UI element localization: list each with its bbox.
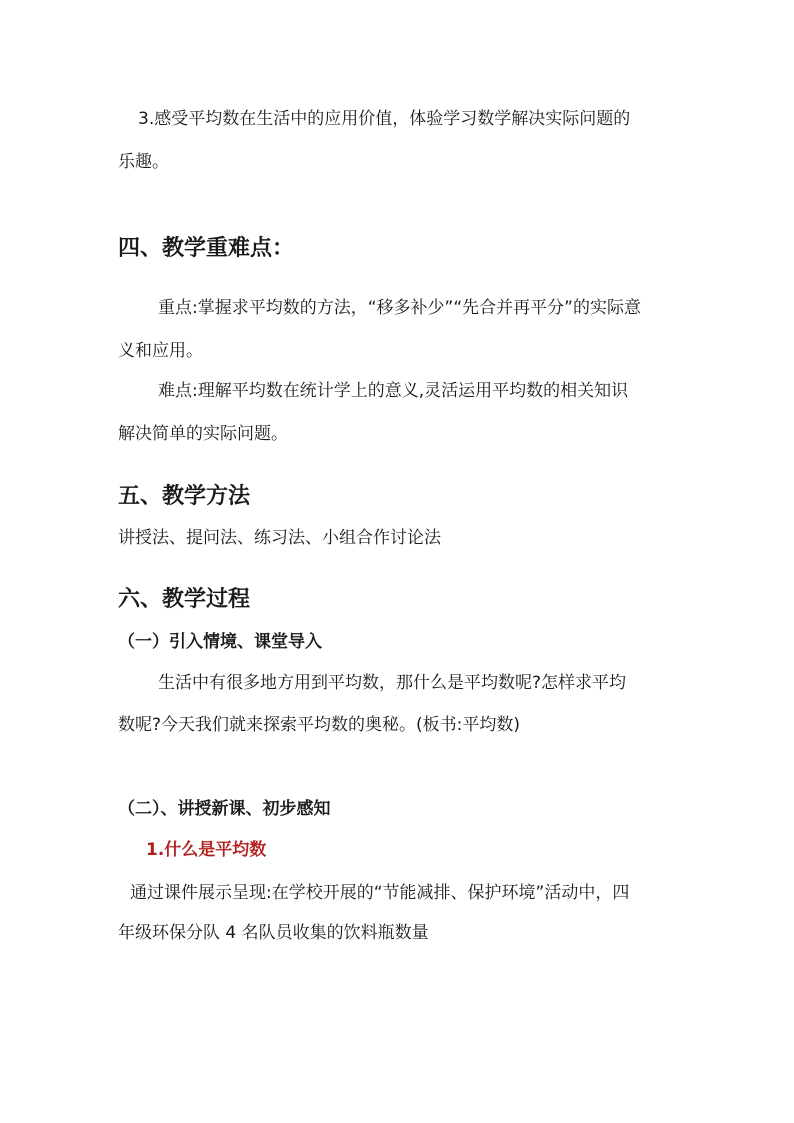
subsection-1-title: （一）引入情境、课堂导入	[118, 632, 322, 652]
difficulty-line-2: 解决简单的实际问题。	[118, 424, 288, 444]
courseware-line-2: 年级环保分队 4 名队员收集的饮料瓶数量	[118, 923, 429, 943]
courseware-line-1: 通过课件展示呈现:在学校开展的“节能减排、保护环境”活动中，四	[130, 883, 630, 903]
key-point-line-2: 义和应用。	[118, 341, 203, 361]
key-point-line-1: 重点:掌握求平均数的方法，“移多补少”“先合并再平分”的实际意	[158, 298, 641, 318]
teaching-methods: 讲授法、提问法、练习法、小组合作讨论法	[118, 528, 441, 548]
goal-3-line-2: 乐趣。	[118, 152, 169, 172]
goal-3-line-1: 3.感受平均数在生活中的应用价值，体验学习数学解决实际问题的	[138, 109, 631, 129]
intro-line-1: 生活中有很多地方用到平均数，那什么是平均数呢?怎样求平均	[158, 673, 627, 693]
section-4-title: 四、教学重难点：	[118, 236, 295, 261]
section-6-title: 六、教学过程	[118, 587, 251, 612]
section-5-title: 五、教学方法	[118, 484, 251, 509]
intro-line-2: 数呢?今天我们就来探索平均数的奥秘。(板书:平均数)	[118, 715, 521, 735]
subsection-2-title: （二）、讲授新课、初步感知	[118, 799, 331, 819]
difficulty-line-1: 难点:理解平均数在统计学上的意义,灵活运用平均数的相关知识	[158, 381, 629, 401]
item-1-title: 1.什么是平均数	[146, 840, 267, 860]
